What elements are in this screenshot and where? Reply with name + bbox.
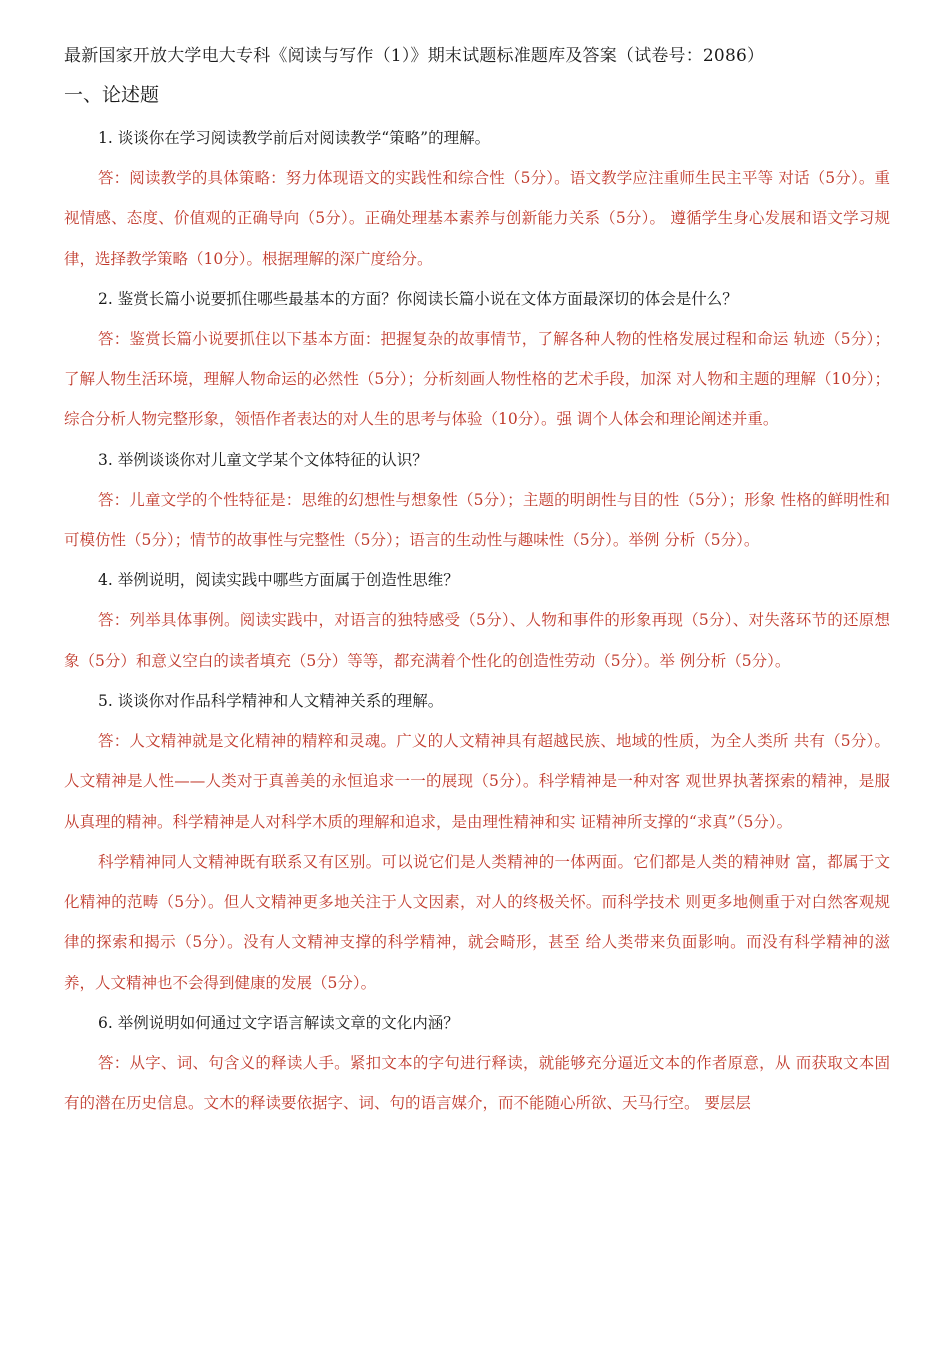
question-item-3: [64, 440, 890, 561]
question-text: 1. 谈谈你在学习阅读教学前后对阅读教学“策略”的理解。: [98, 129, 491, 147]
answer-text: 答：从字、词、句含义的释读人手。紧扣文本的字句进行释读，就能够充分逼近文本的作者原意，从 而获取文本固有的潜在历史信息。文木的释读要依据字、词、句的语言媒介，而不能随心所欲、天马行空。 要层层: [64, 1054, 890, 1113]
question-text: 6. 举例说明如何通过文字语言解读文章的文化内涵？: [98, 1014, 459, 1033]
answer-text: 答：列举具体事例。阅读实践中，对语言的独特感受（5分）、人物和事件的形象再现（5分）、对失落环节的还原想象（5分）和意义空白的读者填充（5分）等等，都充满着个性化的创造性劳动（5分）。举 例分析（5分）。: [64, 611, 890, 670]
document-title: 最新国家开放大学电大专科《阅读与写作（1）》期末试题标准题库及答案（试卷号：2086）: [64, 46, 765, 66]
question-item-4: [64, 560, 890, 681]
answer-text: 答：鉴赏长篇小说要抓住以下基本方面：把握复杂的故事情节，了解各种人物的性格发展过程和命运 轨迹（5分）；了解人物生活环境，理解人物命运的必然性（5分）；分析刻画人物性格的艺术手段，加深 对人物和主题的理解（10分）；综合分析人物完整形象，领悟作者表达的对人生的思考与体验（10分）。强 调个人体会和理论阐述并重。: [64, 329, 890, 429]
section-heading: 一、论述题: [64, 84, 160, 106]
answer-text-continued: 科学精神同人文精神既有联系又有区别。可以说它们是人类精神的一体两面。它们都是人类的精神财 富，都属于文化精神的范畴（5分）。但人文精神更多地关注于人文因素，对人的终极关怀。而科学技术 则更多地侧重于对白然客观规律的探索和揭示（5分）。没有人文精神支撑的科学精神，就会畸形，甚至 给人类带来负面影响。而没有科学精神的滋养，人文精神也不会得到健康的发展（5分）。: [64, 852, 890, 992]
document-page: [64, 42, 890, 1124]
answer-text: 答：人文精神就是文化精神的精粹和灵魂。广义的人文精神具有超越民族、地域的性质，为全人类所 共有（5分）。人文精神是人性——人类对于真善美的永恒追求一一的展现（5分）。科学精神是一种对客 观世界执著探索的精神，是服从真理的精神。科学精神是人对科学木质的理解和追求，是由理性精神和实 证精神所支撑的“求真”（5分）。: [64, 731, 890, 831]
question-text: 2. 鉴赏长篇小说要抓住哪些最基本的方面？你阅读长篇小说在文体方面最深切的体会是什么？: [98, 289, 738, 308]
question-item-1: [64, 118, 890, 279]
question-item-5: [64, 681, 890, 1003]
question-text: 3. 举例谈谈你对儿童文学某个文体特征的认识？: [98, 450, 428, 469]
question-text: 5. 谈谈你对作品科学精神和人文精神关系的理解。: [98, 691, 444, 710]
question-item-2: [64, 279, 890, 440]
question-item-6: [64, 1003, 890, 1124]
answer-text: 答：阅读教学的具体策略：努力体现语文的实践性和综合性（5分）。语文教学应注重师生民主平等 对话（5分）。重视情感、态度、价值观的正确导向（5分）。正确处理基本素养与创新能力关系（5分）。 遵循学生身心发展和语文学习规律，选择教学策略（10分）。根据理解的深广度给分。: [64, 169, 890, 268]
question-text: 4. 举例说明，阅读实践中哪些方面属于创造性思维？: [98, 571, 459, 590]
answer-text: 答：儿童文学的个性特征是：思维的幻想性与想象性（5分）；主题的明朗性与目的性（5分）；形象 性格的鲜明性和可模仿性（5分）；情节的故事性与完整性（5分）；语言的生动性与趣味性（5分）。举例 分析（5分）。: [64, 490, 890, 550]
